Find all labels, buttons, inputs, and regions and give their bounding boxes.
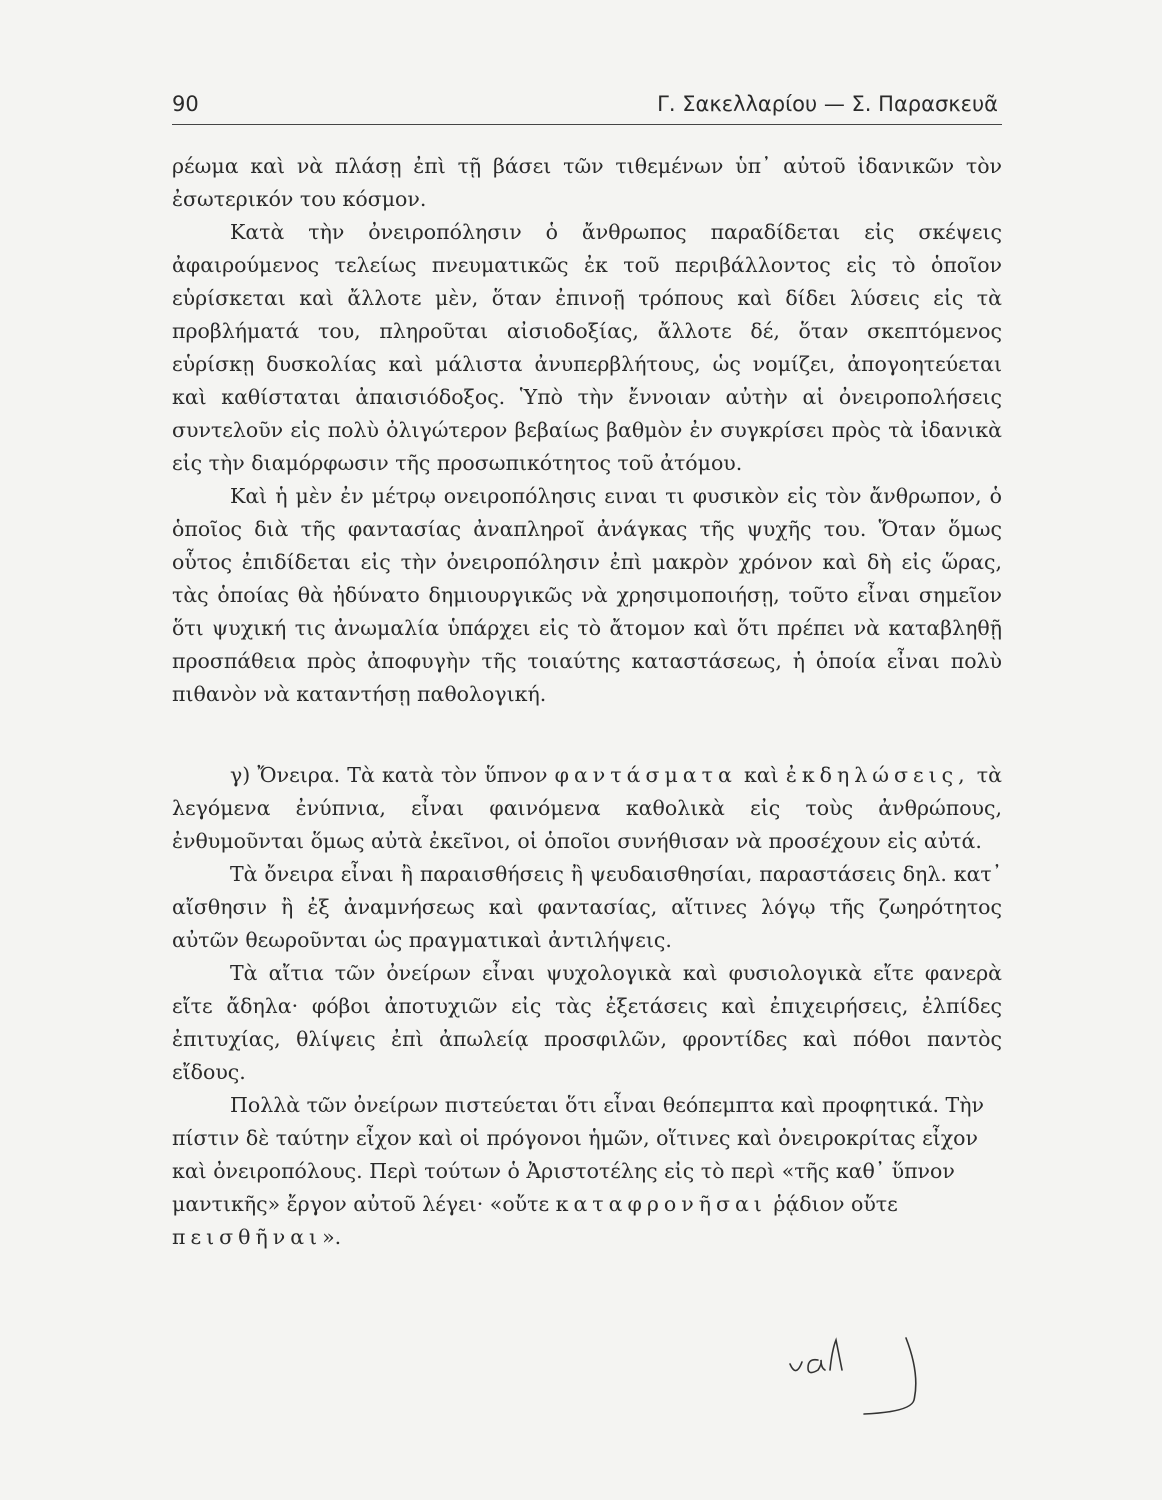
text-run: ῥᾴδιον οὔτε: [773, 1192, 898, 1216]
paragraph: Τὰ αἴτια τῶν ὀνείρων εἶναι ψυχολογικὰ καὶ φυσιολογικὰ εἴτε φανερὰ εἴτε ἄδηλα· φόβοι ἀποτυχιῶν εἰς τὰς ἐξετάσεις καὶ ἐπιχειρήσεις, ἐλπίδες ἐπιτυχίας, θλίψεις ἐπὶ ἀπωλείᾳ προσφιλῶν, φροντίδες καὶ πόθοι παντὸς εἴδους.: [172, 961, 1002, 1084]
text-run: Πολλὰ τῶν ὀνείρων πιστεύεται ὅτι εἶναι θεόπεμπτα καὶ προφητικά. Τὴν πίστιν δὲ ταύτην εἶχον καὶ οἱ πρόγονοι ἡμῶν, οἵτινες καὶ ὀνειροκρίτας εἶχον καὶ ὀνειροπόλους. Περὶ τούτων ὁ Ἀριστοτέλης εἰς τὸ περὶ «τῆς καθ᾽ ὕπνον μαντικῆς» ἔργον αὐτοῦ λέγει· «οὔτε: [172, 1093, 984, 1216]
text-run: ».: [322, 1225, 342, 1249]
paragraph: ρέωμα καὶ νὰ πλάσῃ ἐπὶ τῇ βάσει τῶν τιθεμένων ὑπ᾽ αὐτοῦ ἰδανικῶν τὸν ἐσωτερικόν του κόσμον.: [172, 154, 1002, 211]
body-text: [172, 150, 1002, 1254]
text-run: Τὰ κατὰ τὸν ὕπνον: [347, 763, 548, 787]
closing-paragraph: [172, 1089, 1002, 1254]
section-gap: [172, 711, 1002, 759]
spaced-term: ἐκδηλώσεις,: [785, 763, 970, 787]
spaced-term: πεισθῆναι: [172, 1225, 323, 1249]
paragraph: Κατὰ τὴν ὀνειροπόλησιν ὁ ἄνθρωπος παραδίδεται εἰς σκέψεις ἀφαιρούμενος τελείως πνευματικῶς ἐκ τοῦ περιβάλλοντος εἰς τὸ ὁποῖον εὑρίσκεται καὶ ἄλλοτε μὲν, ὅταν ἐπινοῇ τρόπους καὶ δίδει λύσεις εἰς τὰ προβλήματά του, πληροῦται αἰσιοδοξίας, ἄλλοτε δέ, ὅταν σκεπτόμενος εὑρίσκῃ δυσκολίας καὶ μάλιστα ἀνυπερβλήτους, ὡς νομίζει, ἀπογοητεύεται καὶ καθίσταται ἀπαισιόδοξος. Ὑπὸ τὴν ἔννοιαν αὐτὴν αἱ ὀνειροπολήσεις συντελοῦν εἰς πολὺ ὀλιγώτερον βεβαίως βαθμὸν ἐν συγκρίσει πρὸς τὰ ἰδανικὰ εἰς τὴν διαμόρφωσιν τῆς προσωπικότητος τοῦ ἀτόμου.: [172, 220, 1002, 475]
dreams-paragraph: [172, 759, 1002, 858]
text-run: καὶ: [743, 763, 779, 787]
page-header: [172, 88, 1002, 125]
page-number: 90: [172, 92, 199, 116]
section-heading: γ) Ὄνειρα.: [230, 763, 341, 787]
handwritten-annotation: [788, 1336, 938, 1416]
paragraph: Καὶ ἡ μὲν ἐν μέτρῳ ονειροπόλησις ειναι τι φυσικὸν εἰς τὸν ἄνθρωπον, ὁ ὁποῖος διὰ τῆς φαντασίας ἀναπληροῖ ἀνάγκας τῆς ψυχῆς του. Ὅταν ὅμως οὗτος ἐπιδίδεται εἰς τὴν ὀνειροπόλησιν ἐπὶ μακρὸν χρόνον καὶ δὴ εἰς ὥρας, τὰς ὁποίας θὰ ἠδύνατο δημιουργικῶς νὰ χρησιμοποιήσῃ, τοῦτο εἶναι σημεῖον ὅτι ψυχική τις ἀνωμαλία ὑπάρχει εἰς τὸ ἄτομον καὶ ὅτι πρέπει νὰ καταβληθῇ προσπάθεια πρὸς ἀποφυγὴν τῆς τοιαύτης καταστάσεως, ἡ ὁποία εἶναι πολὺ πιθανὸν νὰ καταντήσῃ παθολογική.: [172, 484, 1002, 706]
paragraph: Τὰ ὄνειρα εἶναι ἢ παραισθήσεις ἢ ψευδαισθησίαι, παραστάσεις δηλ. κατ᾽ αἴσθησιν ἢ ἐξ ἀναμνήσεως καὶ φαντασίας, αἵτινες λόγῳ τῆς ζωηρότητος αὐτῶν θεωροῦνται ὡς πραγματικαὶ ἀντιλήψεις.: [172, 862, 1002, 952]
spaced-term: φαντάσματα: [554, 763, 737, 787]
spaced-term: καταφρονῆσαι: [555, 1192, 767, 1216]
running-head: Γ. Σακελλαρίου — Σ. Παρασκευᾶ: [657, 92, 998, 116]
text-run: τὰ λεγόμενα ἐνύπνια, εἶναι φαινόμενα καθολικὰ εἰς τοὺς ἀνθρώπους, ἐνθυμοῦνται ὅμως αὐτὰ ἐκεῖνοι, οἱ ὁποῖοι συνήθισαν νὰ προσέχουν εἰς αὐτά.: [172, 763, 1002, 853]
